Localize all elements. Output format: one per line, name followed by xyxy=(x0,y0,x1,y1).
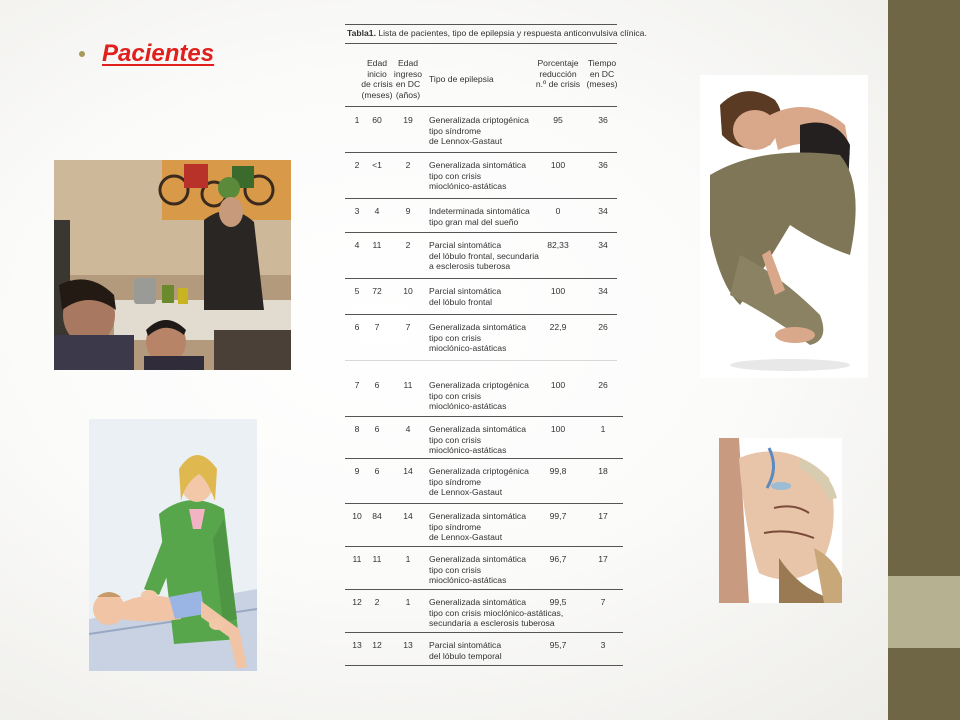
table-top-rule xyxy=(345,24,617,25)
table-cell-onset: 11 xyxy=(372,240,382,250)
bullet-item xyxy=(79,40,214,68)
table-cell-onset: 6 xyxy=(374,380,380,390)
table-row-rule xyxy=(345,503,623,504)
table-cell-onset: <1 xyxy=(372,160,382,170)
table-row-rule xyxy=(345,314,617,315)
table-cell-type: Indeterminada sintomática tipo gran mal del sueño xyxy=(429,206,530,227)
table-cell-time: 26 xyxy=(598,322,608,332)
table-cell-entry: 10 xyxy=(403,286,413,296)
header-epilepsy-type: Tipo de epilepsia xyxy=(429,74,494,84)
table-cell-onset: 6 xyxy=(374,466,380,476)
table-row-rule xyxy=(345,416,623,417)
table-cell-entry: 19 xyxy=(403,115,413,125)
table-cell-onset: 2 xyxy=(374,597,380,607)
table-cell-onset: 6 xyxy=(374,424,380,434)
woman-curled-photo xyxy=(700,75,868,378)
table-caption-rule xyxy=(345,43,617,44)
table-cell-entry: 1 xyxy=(405,554,411,564)
table-cell-entry: 14 xyxy=(403,466,413,476)
table-row-rule xyxy=(345,546,623,547)
table-cell-n: 11 xyxy=(352,554,362,564)
table-cell-time: 18 xyxy=(598,466,608,476)
table-cell-n: 7 xyxy=(354,380,360,390)
table-cell-time: 34 xyxy=(598,286,608,296)
table-cell-type: Parcial sintomática del lóbulo frontal, secundaria a esclerosis tuberosa xyxy=(429,240,539,271)
table-cell-n: 1 xyxy=(354,115,360,125)
table-cell-time: 26 xyxy=(598,380,608,390)
patients-kitchen-photo xyxy=(54,160,291,370)
table-cell-entry: 2 xyxy=(405,240,411,250)
table-cell-type: Generalizada criptogénica tipo síndrome de Lennox-Gastaut xyxy=(429,466,529,497)
table-cell-type: Parcial sintomática del lóbulo temporal xyxy=(429,640,502,661)
table-cell-n: 2 xyxy=(354,160,360,170)
sidebar-band xyxy=(888,576,960,648)
table-cell-n: 13 xyxy=(352,640,362,650)
table-cell-reduction: 99,7 xyxy=(549,511,567,521)
header-entry-age: Edad ingreso en DC (años) xyxy=(393,58,423,100)
table-caption xyxy=(347,28,647,39)
table-cell-reduction: 100 xyxy=(550,380,566,390)
table-cell-onset: 11 xyxy=(372,554,382,564)
table-cell-n: 3 xyxy=(354,206,360,216)
table-cell-reduction: 99,5 xyxy=(549,597,567,607)
table-cell-time: 7 xyxy=(600,597,606,607)
table-cell-type: Generalizada sintomática tipo con crisis mioclónico-astáticas xyxy=(429,322,526,353)
header-onset-age: Edad inicio de crisis (meses) xyxy=(361,58,393,100)
table-cell-entry: 9 xyxy=(405,206,411,216)
table-cell-reduction: 100 xyxy=(550,286,566,296)
table-cell-reduction: 95 xyxy=(553,115,563,125)
header-time: Tiempo en DC (meses) xyxy=(586,58,618,89)
table-cell-n: 10 xyxy=(352,511,362,521)
table-cell-time: 17 xyxy=(598,554,608,564)
bullet-dot-icon xyxy=(79,51,85,57)
table-row-rule xyxy=(345,632,623,633)
table-cell-time: 34 xyxy=(598,240,608,250)
table-row-rule xyxy=(345,152,617,153)
table-cell-type: Generalizada sintomática tipo con crisis mioclónico-astáticas xyxy=(429,160,526,191)
table-cell-type: Generalizada criptogénica tipo con crisis mioclónico-astáticas xyxy=(429,380,529,411)
table-cell-type: Generalizada sintomática tipo con crisis mioclónico-astáticas xyxy=(429,554,526,585)
table-cell-type: Generalizada sintomática tipo síndrome de Lennox-Gastaut xyxy=(429,511,526,542)
table-cell-reduction: 0 xyxy=(555,206,561,216)
table-row-rule xyxy=(345,232,617,233)
table-cell-entry: 4 xyxy=(405,424,411,434)
table-caption-text: Lista de pacientes, tipo de epilepsia y respuesta anticonvulsiva clínica. xyxy=(375,28,647,38)
table-cell-reduction: 100 xyxy=(550,160,566,170)
table-row-rule xyxy=(345,458,623,459)
table-cell-entry: 7 xyxy=(405,322,411,332)
man-oxygen-illustration xyxy=(719,438,842,603)
table-cell-type: Parcial sintomática del lóbulo frontal xyxy=(429,286,502,307)
table-cell-time: 34 xyxy=(598,206,608,216)
table-cell-time: 36 xyxy=(598,160,608,170)
table-row-rule xyxy=(345,665,623,666)
table-cell-entry: 1 xyxy=(405,597,411,607)
table-cell-entry: 14 xyxy=(403,511,413,521)
table-cell-n: 9 xyxy=(354,466,360,476)
table-caption-label: Tabla1. xyxy=(347,28,376,38)
table-cell-time: 3 xyxy=(600,640,606,650)
table-cell-n: 5 xyxy=(354,286,360,296)
nurse-child-illustration xyxy=(89,419,257,671)
table-cell-type: Generalizada sintomática tipo con crisis mioclónico-astáticas xyxy=(429,424,526,455)
table-cell-reduction: 82,33 xyxy=(547,240,569,250)
table-row-rule xyxy=(345,198,617,199)
table-cell-reduction: 100 xyxy=(550,424,566,434)
header-reduction: Porcentaje reducción n.º de crisis xyxy=(535,58,581,89)
table-cell-entry: 13 xyxy=(403,640,413,650)
table-row-rule xyxy=(345,589,623,590)
table-cell-reduction: 95,7 xyxy=(549,640,567,650)
table-cell-onset: 72 xyxy=(372,286,382,296)
table-cell-n: 4 xyxy=(354,240,360,250)
table-cell-reduction: 22,9 xyxy=(549,322,567,332)
table-page-break-shadow xyxy=(345,360,617,361)
table-cell-n: 12 xyxy=(352,597,362,607)
table-cell-onset: 4 xyxy=(374,206,380,216)
table-cell-time: 1 xyxy=(600,424,606,434)
table-cell-type: Generalizada criptogénica tipo síndrome de Lennox-Gastaut xyxy=(429,115,529,146)
patients-table xyxy=(345,24,647,674)
bullet-title: Pacientes xyxy=(102,40,215,67)
table-cell-reduction: 99,8 xyxy=(549,466,567,476)
table-cell-n: 8 xyxy=(354,424,360,434)
table-header-rule xyxy=(345,106,617,107)
table-cell-onset: 84 xyxy=(372,511,382,521)
table-cell-reduction: 96,7 xyxy=(549,554,567,564)
right-sidebar xyxy=(888,0,960,720)
table-cell-entry: 11 xyxy=(403,380,413,390)
table-cell-n: 6 xyxy=(354,322,360,332)
table-cell-entry: 2 xyxy=(405,160,411,170)
table-cell-type: Generalizada sintomática tipo con crisis mioclónico-astáticas, secundaria a esclerosis tuberosa xyxy=(429,597,564,628)
table-cell-onset: 7 xyxy=(374,322,380,332)
table-cell-time: 36 xyxy=(598,115,608,125)
table-row-rule xyxy=(345,278,617,279)
table-cell-onset: 60 xyxy=(372,115,382,125)
table-cell-onset: 12 xyxy=(372,640,382,650)
table-cell-time: 17 xyxy=(598,511,608,521)
